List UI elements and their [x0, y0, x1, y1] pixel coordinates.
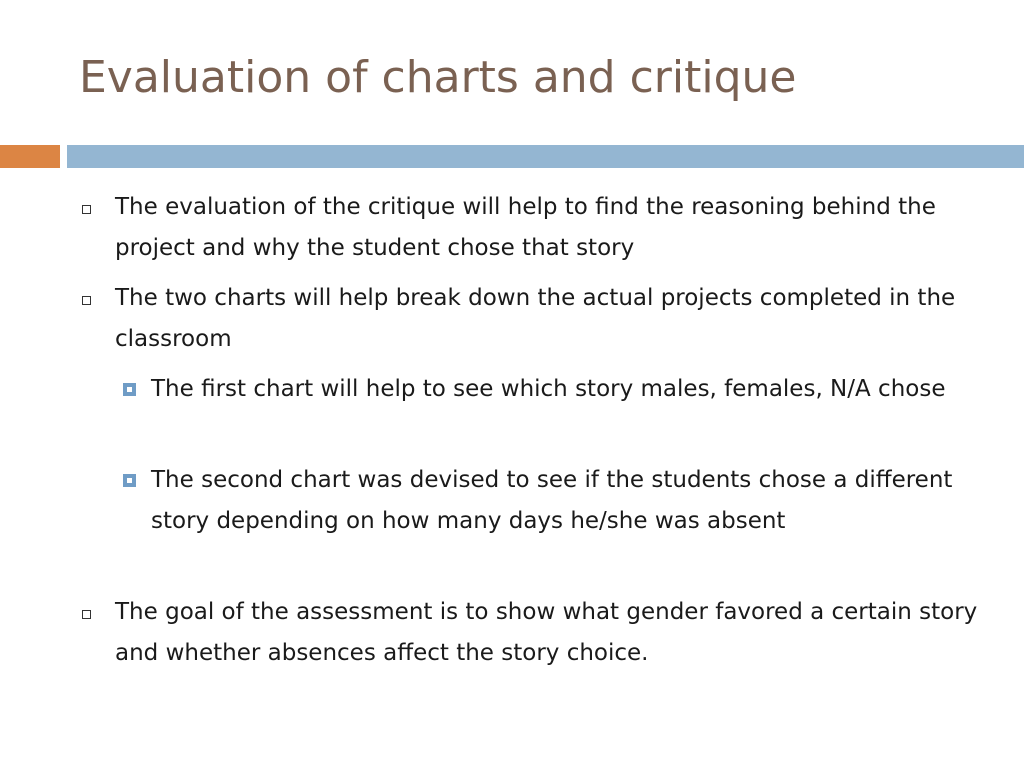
bullet-item: The two charts will help break down the actual projects completed in the classroom: [115, 285, 956, 352]
hollow-square-icon: [82, 296, 91, 305]
bullet-item: The goal of the assessment is to show what gender favored a certain story and whether absences affect the story choice.: [115, 599, 978, 666]
filled-square-bullet-icon: [123, 474, 136, 487]
accent-bar-blue: [67, 145, 1024, 168]
accent-bar-orange: [0, 145, 60, 168]
sub-bullet-item: The first chart will help to see which story males, females, N/A chose: [151, 376, 946, 402]
bullet-item: The evaluation of the critique will help to find the reasoning behind the project and why the student chose that story: [115, 194, 936, 261]
sub-bullet-item: The second chart was devised to see if the students chose a different story depending on how many days he/she was absent: [151, 467, 953, 534]
hollow-square-icon: [82, 610, 91, 619]
slide-title: Evaluation of charts and critique: [79, 52, 797, 103]
filled-square-bullet-icon: [123, 383, 136, 396]
hollow-square-icon: [82, 205, 91, 214]
